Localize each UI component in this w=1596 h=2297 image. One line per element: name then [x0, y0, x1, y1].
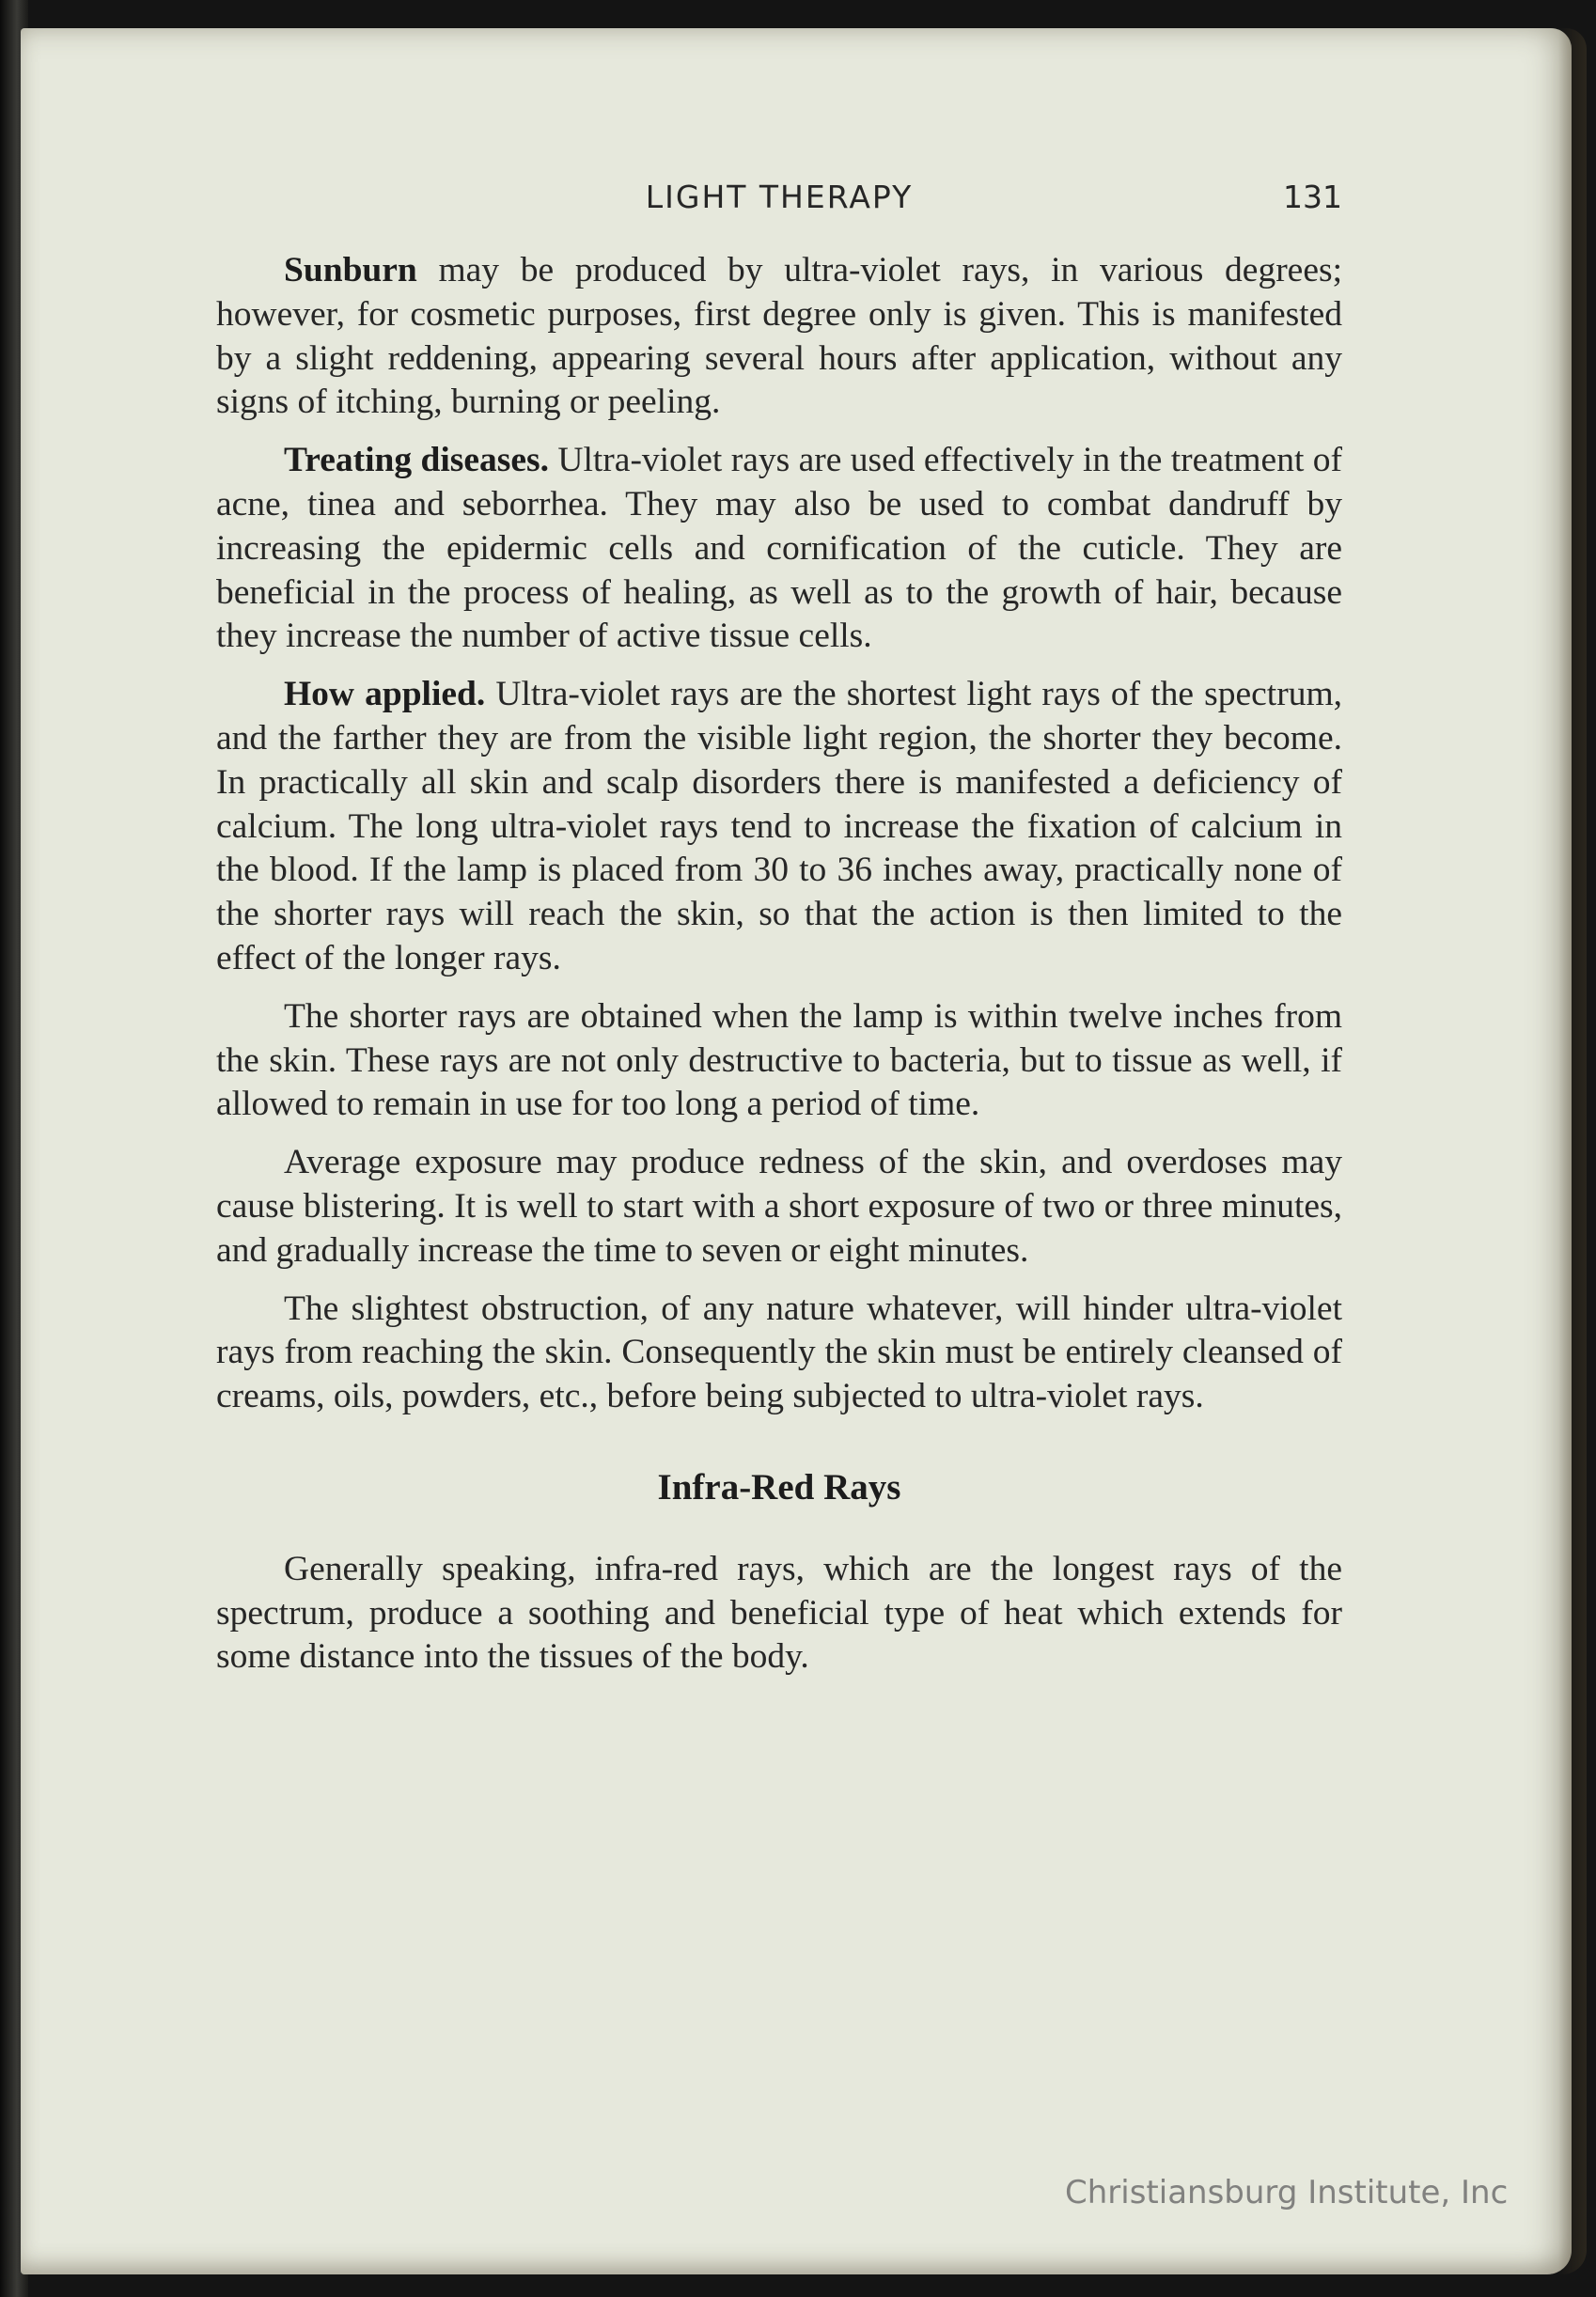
- paragraph-average-exposure: Average exposure may produce redness of the skin, and overdoses may cause blistering. It is well to start with a short exposure of two or three minutes, and gradually increase the time to seven or eight minutes.: [216, 1143, 1342, 1270]
- paragraph-treating-diseases: [216, 439, 1342, 659]
- paragraph-how-applied: [216, 673, 1342, 981]
- paragraph-shorter-rays: The shorter rays are obtained when the lamp is within twelve inches from the skin. These rays are not only destructive to bacteria, but to tissue as well, if allowed to remain in use for too long a period of time.: [216, 996, 1342, 1124]
- paragraph-infra-red: Generally speaking, infra-red rays, which are the longest rays of the spectrum, produce a soothing and beneficial type of heat which extends for some distance into the tissues of the body.: [216, 1549, 1342, 1677]
- page-header: [216, 179, 1342, 226]
- paragraph-text: Ultra-violet rays are used effectively in the treatment of acne, tinea and seborrhea. They may also be used to combat dandruff by increasing the epidermic cells and cornification of the cuticle. They are beneficial in the process of healing, as well as to the growth of hair, because they increase the number of active tissue cells.: [216, 441, 1343, 656]
- paragraph-text: Ultra-violet rays are the shortest light rays of the spectrum, and the farther they are from the visible light region, the shorter they become. In practically all skin and scalp disorders there is manifested a deficiency of calcium. The long ultra-violet rays tend to increase the fixation of calcium in the blood. If the lamp is placed from 30 to 36 inches away, practically none of the shorter rays will reach the skin, so that the action is then limited to the effect of the longer rays.: [216, 675, 1342, 977]
- watermark: Christiansburg Institute, Inc: [1065, 2174, 1509, 2211]
- paragraph-text: may be produced by ultra-violet rays, in various degrees; however, for cosmetic purposes, first degree only is given. This is manifested by a slight reddening, appearing several hours after application, without any signs of itching, burning or peeling.: [216, 251, 1342, 422]
- page-number: 131: [1283, 179, 1342, 215]
- page-body: [216, 249, 1342, 1694]
- page-edge-shadow: [1558, 28, 1587, 2274]
- running-head: LIGHT THERAPY: [645, 179, 914, 215]
- paragraph-lead: How applied.: [284, 675, 486, 714]
- paragraph-sunburn: [216, 249, 1342, 425]
- section-heading: Infra-Red Rays: [657, 1466, 901, 1508]
- paragraph-obstruction: The slightest obstruction, of any nature whatever, will hinder ultra-violet rays from reaching the skin. Consequently the skin must be entirely cleansed of creams, oils, powders, etc., before being subjected to ultra-violet rays.: [216, 1289, 1342, 1416]
- paragraph-lead: Sunburn: [284, 251, 417, 289]
- paragraph-lead: Treating diseases.: [284, 441, 549, 480]
